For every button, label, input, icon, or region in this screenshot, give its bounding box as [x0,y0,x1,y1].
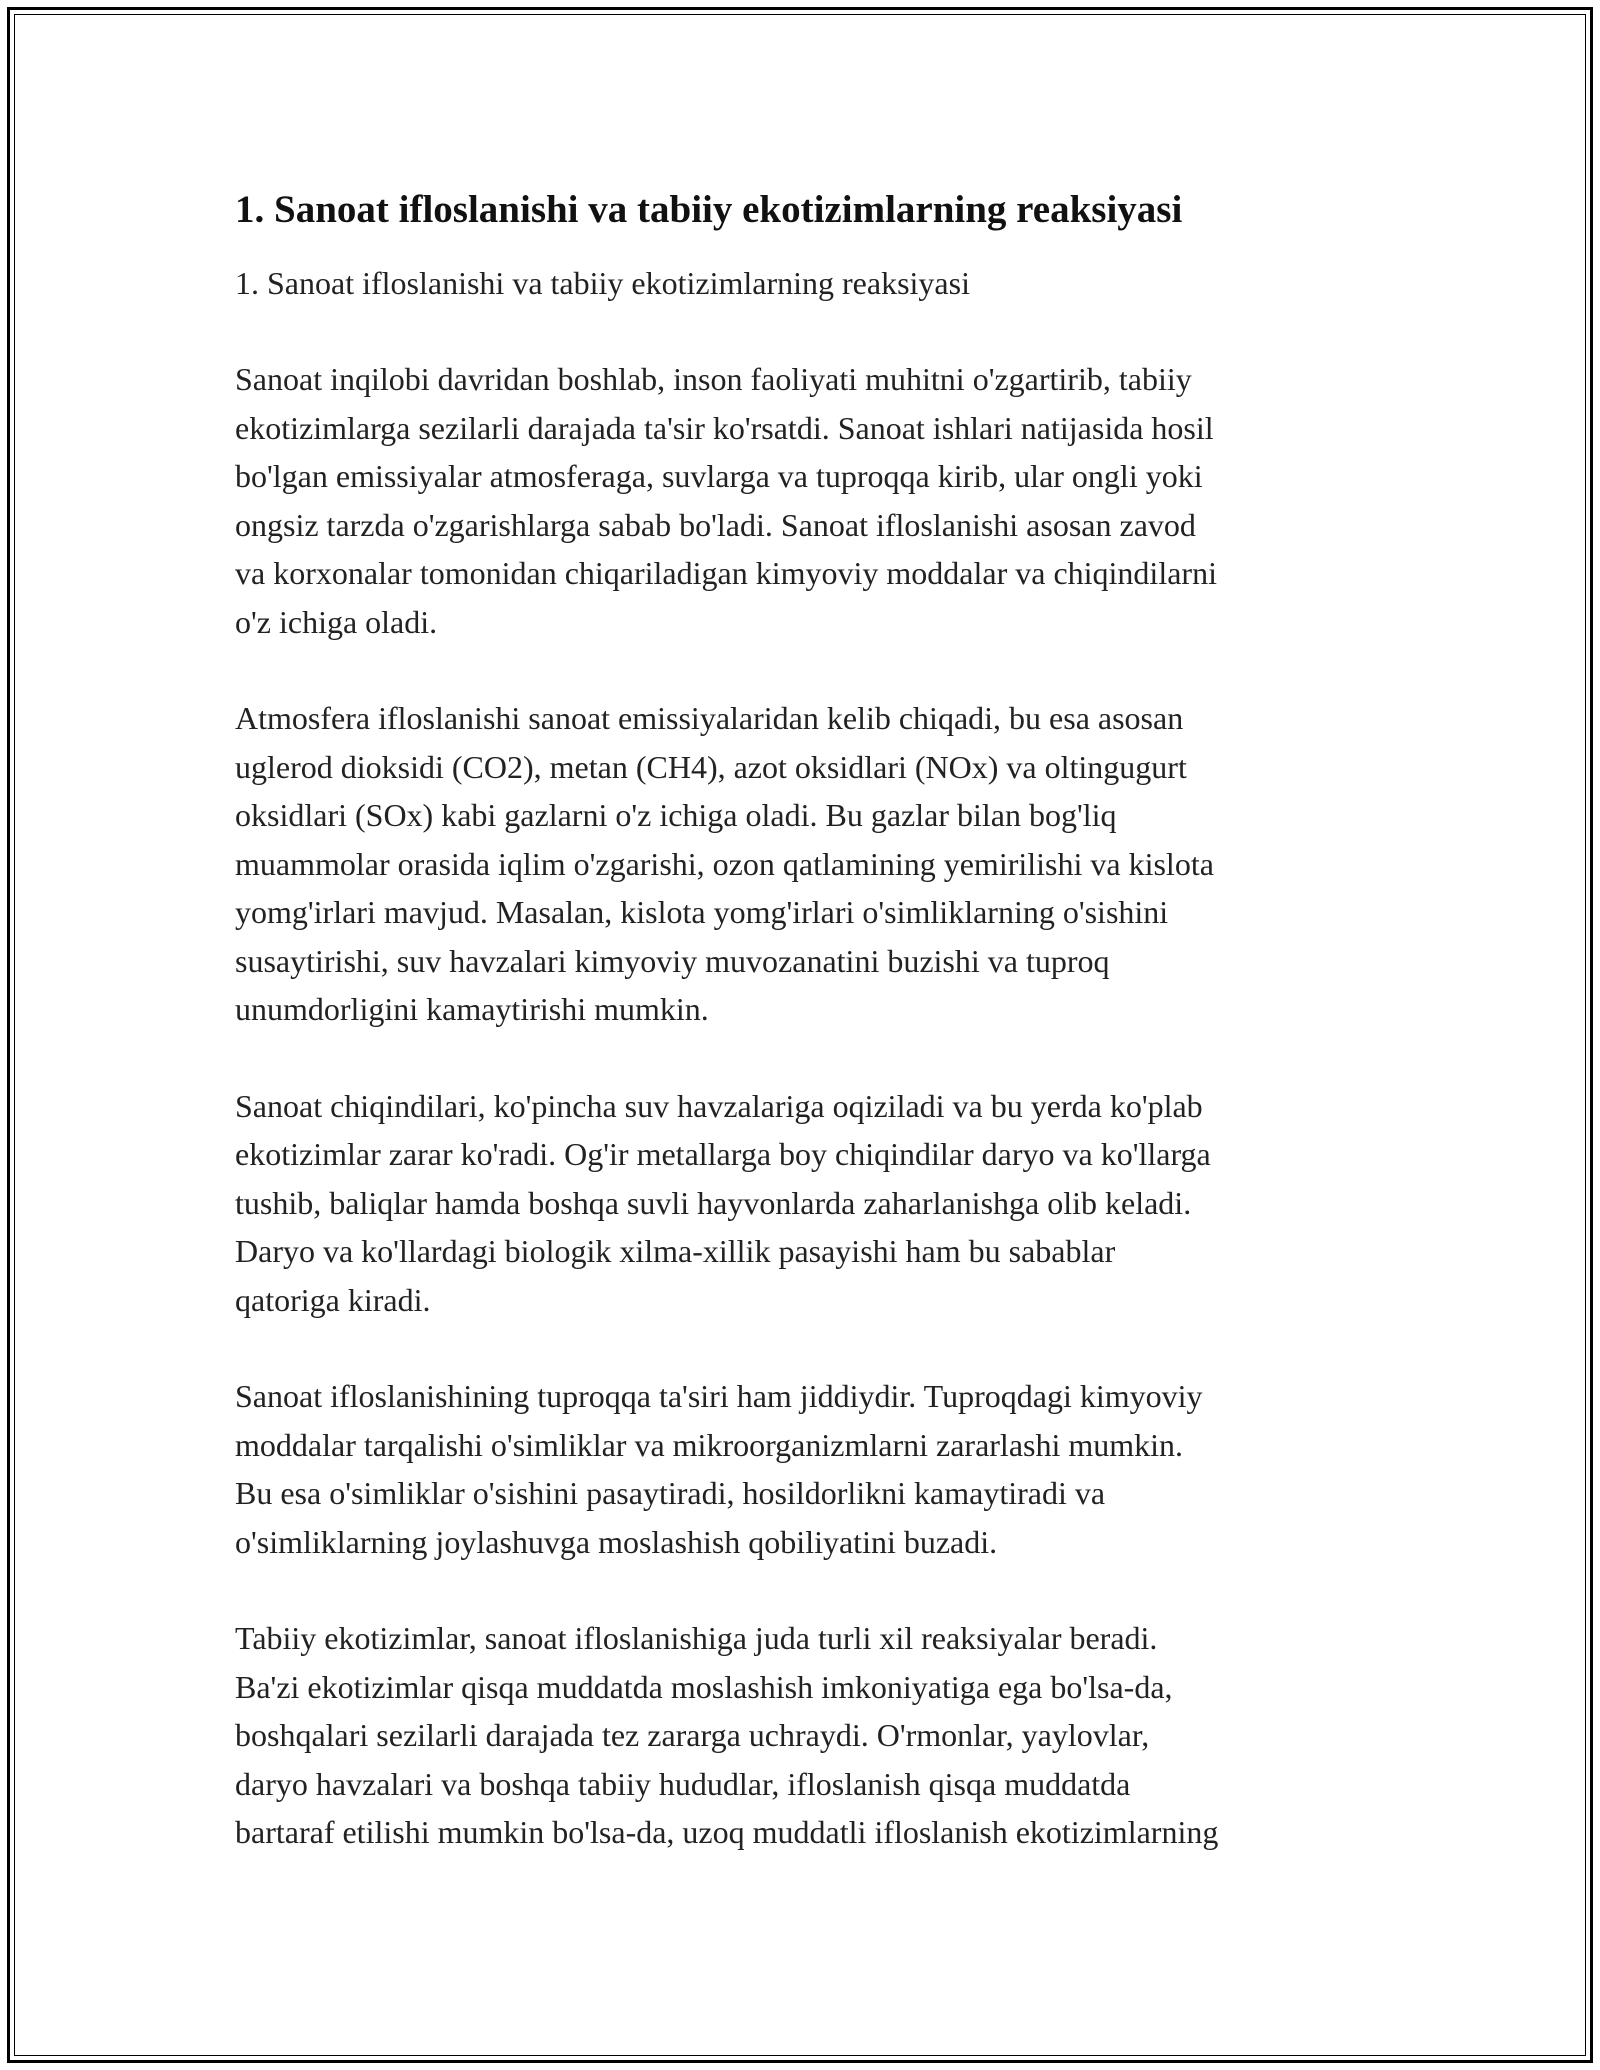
document-title: 1. Sanoat ifloslanishi va tabiiy ekotizimlarning reaksiyasi [235,188,1183,231]
paragraph-line: moddalar tarqalishi o'simliklar va mikroorganizmlarni zararlashi mumkin. [235,1426,1184,1463]
paragraph-line: ekotizimlarga sezilarli darajada ta'sir ko'rsatdi. Sanoat ishlari natijasida hosil [235,409,1214,446]
paragraph-line: yomg'irlari mavjud. Masalan, kislota yomg'irlari o'simliklarning o'sishini [235,894,1169,930]
paragraph-line: Tabiiy ekotizimlar, sanoat ifloslanishiga juda turli xil reaksiyalar beradi. [235,1620,1158,1656]
paragraph-line: Bu esa o'simliklar o'sishini pasaytiradi, hosildorlikni kamaytiradi va [235,1475,1106,1511]
paragraph-line: va korxonalar tomonidan chiqariladigan kimyoviy moddalar va chiqindilarni [235,555,1217,591]
paragraph-line: uglerod dioksidi (CO2), metan (CH4), azot oksidlari (NOx) va oltingugurt [235,748,1187,785]
paragraph-line: daryo havzalari va boshqa tabiiy hududlar, ifloslanish qisqa muddatda [235,1765,1131,1802]
paragraph-list [235,355,1375,1857]
paragraph-line: ongsiz tarzda o'zgarishlarga sabab bo'ladi. Sanoat ifloslanishi asosan zavod [235,506,1196,543]
document-body [235,185,1375,1905]
paragraph-line: bartaraf etilishi mumkin bo'lsa-da, uzoq muddatli ifloslanish ekotizimlarning [235,1814,1219,1850]
paragraph-line: muammolar orasida iqlim o'zgarishi, ozon qatlamining yemirilishi va kislota [235,845,1214,882]
paragraph [235,1082,1375,1325]
paragraph [235,355,1375,646]
paragraph-line: qatoriga kiradi. [235,1281,431,1318]
paragraph-line: Sanoat ifloslanishining tuproqqa ta'siri ham jiddiydir. Tuproqdagi kimyoviy [235,1378,1203,1414]
paragraph-line: bo'lgan emissiyalar atmosferaga, suvlarga va tuproqqa kirib, ular ongli yoki [235,458,1203,494]
paragraph-line: oksidlari (SOx) kabi gazlarni o'z ichiga oladi. Bu gazlar bilan bog'liq [235,797,1117,833]
paragraph-line: unumdorligini kamaytirishi mumkin. [235,991,709,1027]
paragraph-line: Sanoat chiqindilari, ko'pincha suv havzalariga oqiziladi va bu yerda ko'plab [235,1087,1203,1124]
section-heading: 1. Sanoat ifloslanishi va tabiiy ekotizimlarning reaksiyasi [235,265,970,301]
paragraph-line: Ba'zi ekotizimlar qisqa muddatda moslashish imkoniyatiga ega bo'lsa-da, [235,1668,1173,1705]
paragraph-line: o'simliklarning joylashuvga moslashish qobiliyatini buzadi. [235,1523,998,1560]
paragraph-line: o'z ichiga oladi. [235,603,438,640]
paragraph [235,694,1375,1034]
paragraph [235,1372,1375,1566]
paragraph-line: susaytirishi, suv havzalari kimyoviy muvozanatini buzishi va tuproq [235,942,1110,979]
paragraph-line: boshqalari sezilarli darajada tez zararga uchraydi. O'rmonlar, yaylovlar, [235,1717,1150,1753]
paragraph-line: ekotizimlar zarar ko'radi. Og'ir metallarga boy chiqindilar daryo va ko'llarga [235,1136,1211,1172]
paragraph-line: Daryo va ko'llardagi biologik xilma-xillik pasayishi ham bu sabablar [235,1233,1116,1269]
paragraph-line: Sanoat inqilobi davridan boshlab, inson faoliyati muhitni o'zgartirib, tabiiy [235,361,1192,397]
paragraph-line: Atmosfera ifloslanishi sanoat emissiyalaridan kelib chiqadi, bu esa asosan [235,700,1184,736]
paragraph-line: tushib, baliqlar hamda boshqa suvli hayvonlarda zaharlanishga olib keladi. [235,1184,1192,1221]
paragraph [235,1614,1375,1857]
